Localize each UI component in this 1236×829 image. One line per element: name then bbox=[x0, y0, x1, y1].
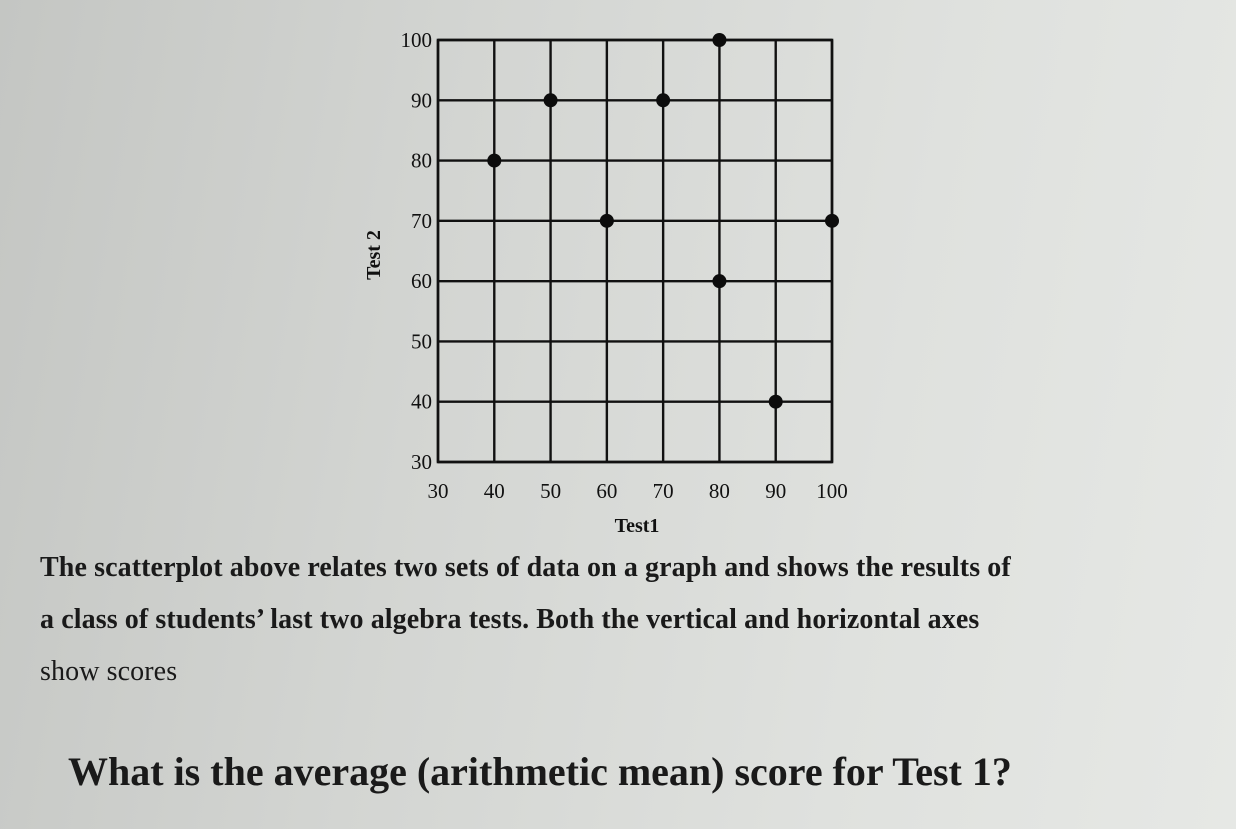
data-point bbox=[544, 93, 558, 107]
data-point bbox=[600, 214, 614, 228]
description-line-2: a class of students’ last two algebra tests. Both the vertical and horizontal axes bbox=[40, 604, 980, 635]
data-point bbox=[712, 33, 726, 47]
data-point bbox=[487, 154, 501, 168]
data-point bbox=[769, 395, 783, 409]
y-axis-label: Test 2 bbox=[363, 230, 385, 280]
x-tick-label: 60 bbox=[596, 479, 618, 503]
description-line-1: The scatterplot above relates two sets of data on a graph and shows the results of bbox=[40, 552, 1011, 583]
y-tick-label: 80 bbox=[411, 148, 432, 173]
x-tick-label: 50 bbox=[540, 479, 562, 503]
y-tick-label: 90 bbox=[411, 88, 432, 113]
x-tick-label: 40 bbox=[483, 479, 505, 503]
description-paragraph bbox=[40, 542, 1210, 698]
x-tick-label: 70 bbox=[652, 479, 674, 503]
data-point bbox=[712, 274, 726, 288]
description-line-3: show scores bbox=[40, 656, 178, 687]
x-tick-label: 90 bbox=[765, 479, 787, 503]
question-text: What is the average (arithmetic mean) score for Test 1? bbox=[68, 749, 1012, 794]
x-tick-label: 80 bbox=[708, 479, 730, 503]
data-point bbox=[656, 93, 670, 107]
data-point bbox=[825, 214, 839, 228]
y-tick-label: 100 bbox=[400, 28, 432, 52]
x-tick-label: 30 bbox=[427, 479, 449, 503]
x-tick-label: 100 bbox=[816, 479, 848, 503]
y-tick-label: 70 bbox=[411, 208, 432, 233]
y-tick-label: 50 bbox=[411, 329, 432, 354]
y-tick-label: 40 bbox=[411, 389, 432, 414]
y-tick-label: 60 bbox=[411, 269, 432, 294]
x-axis-label: Test1 bbox=[614, 515, 660, 537]
y-tick-label: 30 bbox=[411, 450, 432, 474]
